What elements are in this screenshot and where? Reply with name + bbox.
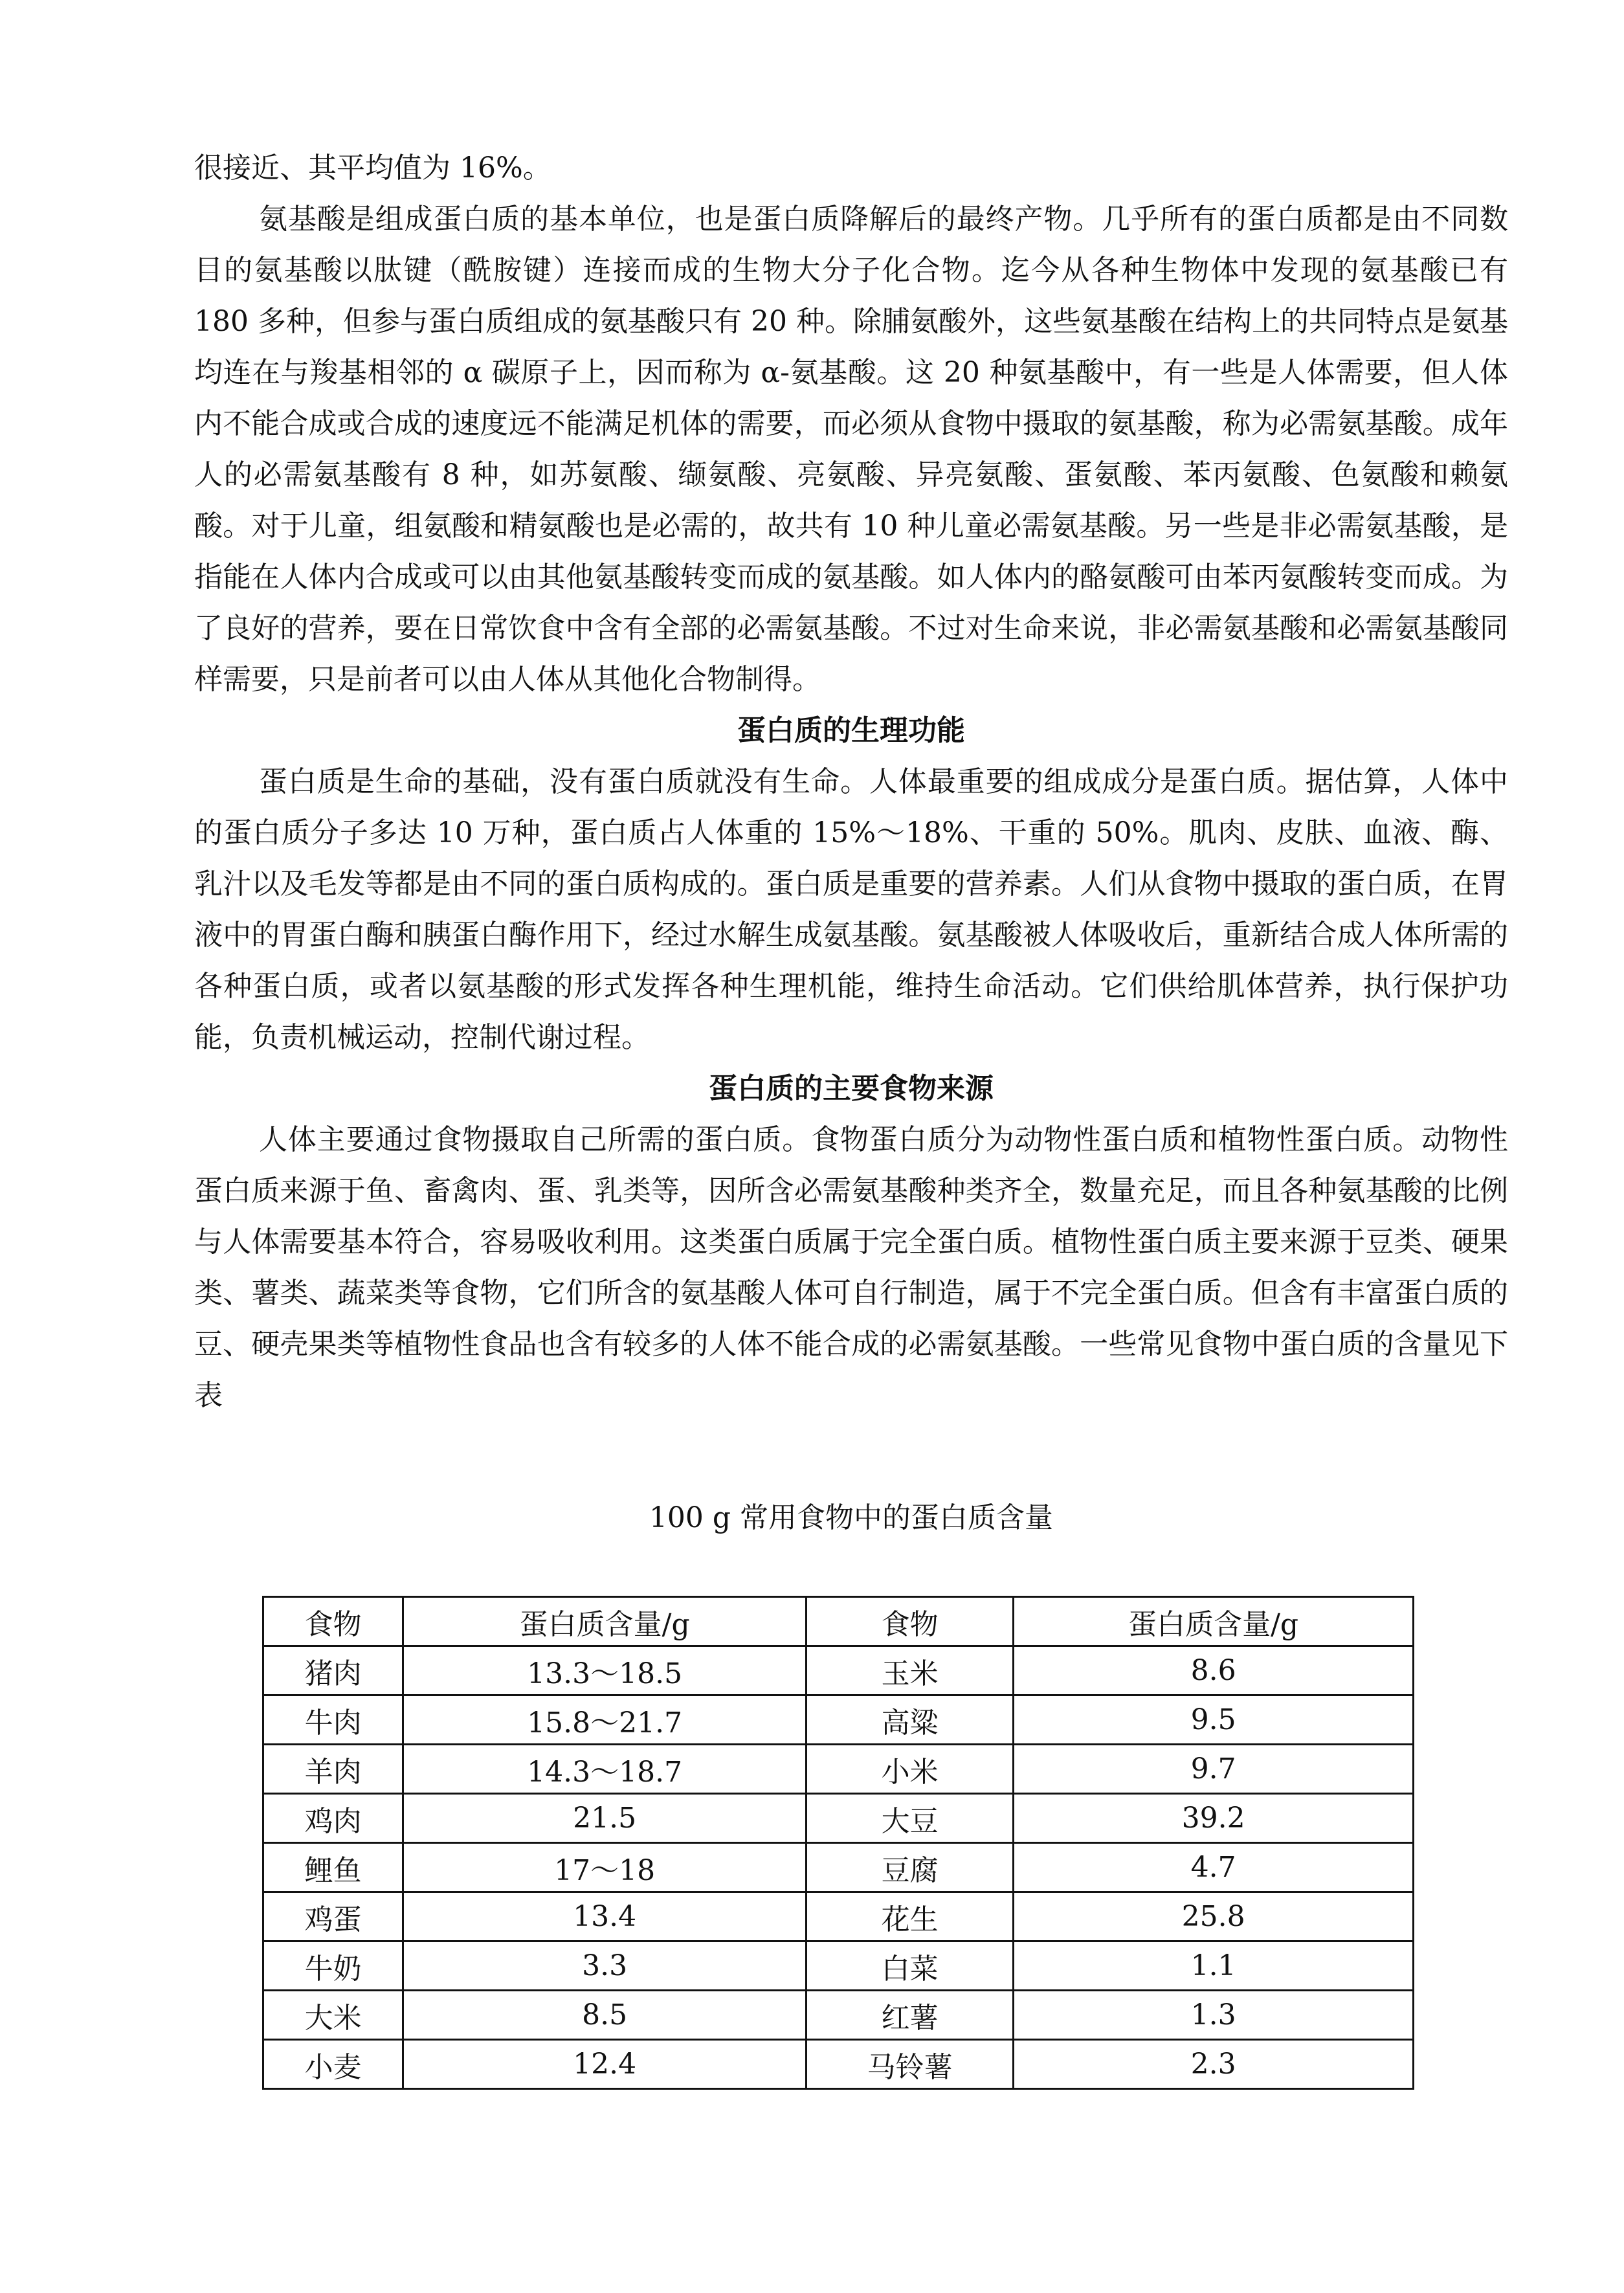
protein-cell: 9.7 [1014,1745,1414,1794]
protein-cell: 14.3～18.7 [403,1745,806,1794]
food-cell: 小米 [806,1745,1013,1794]
protein-cell: 2.3 [1014,2040,1414,2089]
food-cell: 鲤鱼 [263,1843,403,1892]
table-wrapper [194,1596,1508,2090]
food-cell: 牛肉 [263,1695,403,1745]
table-header-protein: 蛋白质含量/g [403,1597,806,1646]
food-cell: 羊肉 [263,1745,403,1794]
table-row [263,2040,1414,2089]
protein-cell: 9.5 [1014,1695,1414,1745]
table-header-row [263,1597,1414,1646]
protein-cell: 15.8～21.7 [403,1695,806,1745]
protein-cell: 3.3 [403,1941,806,1991]
protein-cell: 13.4 [403,1892,806,1941]
paragraph-functions: 蛋白质是生命的基础，没有蛋白质就没有生命。人体最重要的组成成分是蛋白质。据估算，人体中的蛋白质分子多达 10 万种，蛋白质占人体重的 15%～18%、干重的 50%。肌肉、皮肤、血液、酶、乳汁以及毛发等都是由不同的蛋白质构成的。蛋白质是重要的营养素。人们从食物中摄取的蛋白质，在胃液中的胃蛋白酶和胰蛋白酶作用下，经过水解生成氨基酸。氨基酸被人体吸收后，重新结合成人体所需的各种蛋白质，或者以氨基酸的形式发挥各种生理机能，维持生命活动。它们供给肌体营养，执行保护功能，负责机械运动，控制代谢过程。 [194,765,1508,1054]
table-header-protein: 蛋白质含量/g [1014,1597,1414,1646]
food-cell: 花生 [806,1892,1013,1941]
food-cell: 大豆 [806,1794,1013,1843]
food-cell: 鸡蛋 [263,1892,403,1941]
table-header-food: 食物 [806,1597,1013,1646]
section-heading-sources: 蛋白质的主要食物来源 [709,1072,994,1105]
protein-cell: 1.1 [1014,1941,1414,1991]
table-row [263,1991,1414,2040]
protein-cell: 12.4 [403,2040,806,2089]
protein-cell: 25.8 [1014,1892,1414,1941]
table-caption: 100 g 常用食物中的蛋白质含量 [649,1501,1054,1534]
protein-content-table [262,1596,1414,2090]
food-cell: 玉米 [806,1646,1013,1695]
table-row [263,1695,1414,1745]
paragraph-amino-acids: 氨基酸是组成蛋白质的基本单位，也是蛋白质降解后的最终产物。几乎所有的蛋白质都是由不同数目的氨基酸以肽键（酰胺键）连接而成的生物大分子化合物。迄今从各种生物体中发现的氨基酸已有 180 多种，但参与蛋白质组成的氨基酸只有 20 种。除脯氨酸外，这些氨基酸在结构上的共同特点是氨基均连在与羧基相邻的 α 碳原子上，因而称为 α-氨基酸。这 20 种氨基酸中，有一些是人体需要，但人体内不能合成或合成的速度远不能满足机体的需要，而必须从食物中摄取的氨基酸，称为必需氨基酸。成年人的必需氨基酸有 8 种，如苏氨酸、缬氨酸、亮氨酸、异亮氨酸、蛋氨酸、苯丙氨酸、色氨酸和赖氨酸。对于儿童，组氨酸和精氨酸也是必需的，故共有 10 种儿童必需氨基酸。另一些是非必需氨基酸，是指能在人体内合成或可以由其他氨基酸转变而成的氨基酸。如人体内的酪氨酸可由苯丙氨酸转变而成。为了良好的营养，要在日常饮食中含有全部的必需氨基酸。不过对生命来说，非必需氨基酸和必需氨基酸同样需要，只是前者可以由人体从其他化合物制得。 [194,203,1508,696]
paragraph-sources: 人体主要通过食物摄取自己所需的蛋白质。食物蛋白质分为动物性蛋白质和植物性蛋白质。动物性蛋白质来源于鱼、畜禽肉、蛋、乳类等，因所含必需氨基酸种类齐全，数量充足，而且各种氨基酸的比例与人体需要基本符合，容易吸收利用。这类蛋白质属于完全蛋白质。植物性蛋白质主要来源于豆类、硬果类、薯类、蔬菜类等食物，它们所含的氨基酸人体可自行制造，属于不完全蛋白质。但含有丰富蛋白质的豆、硬壳果类等植物性食品也含有较多的人体不能合成的必需氨基酸。一些常见食物中蛋白质的含量见下表 [194,1123,1508,1412]
protein-cell: 8.5 [403,1991,806,2040]
food-cell: 大米 [263,1991,403,2040]
protein-cell: 21.5 [403,1794,806,1843]
protein-cell: 39.2 [1014,1794,1414,1843]
table-row [263,1843,1414,1892]
food-cell: 红薯 [806,1991,1013,2040]
table-row [263,1745,1414,1794]
food-cell: 高粱 [806,1695,1013,1745]
table-row [263,1941,1414,1991]
protein-cell: 1.3 [1014,1991,1414,2040]
food-cell: 马铃薯 [806,2040,1013,2089]
food-cell: 豆腐 [806,1843,1013,1892]
table-row [263,1892,1414,1941]
protein-cell: 17～18 [403,1843,806,1892]
food-cell: 白菜 [806,1941,1013,1991]
table-row [263,1646,1414,1695]
food-cell: 鸡肉 [263,1794,403,1843]
protein-cell: 8.6 [1014,1646,1414,1695]
food-cell: 小麦 [263,2040,403,2089]
protein-cell: 13.3～18.5 [403,1646,806,1695]
food-cell: 牛奶 [263,1941,403,1991]
paragraph-continuation: 很接近、其平均值为 16%。 [194,151,551,185]
table-row [263,1794,1414,1843]
section-heading-functions: 蛋白质的生理功能 [737,714,965,747]
protein-cell: 4.7 [1014,1843,1414,1892]
food-cell: 猪肉 [263,1646,403,1695]
table-header-food: 食物 [263,1597,403,1646]
document-page [194,142,1508,2090]
